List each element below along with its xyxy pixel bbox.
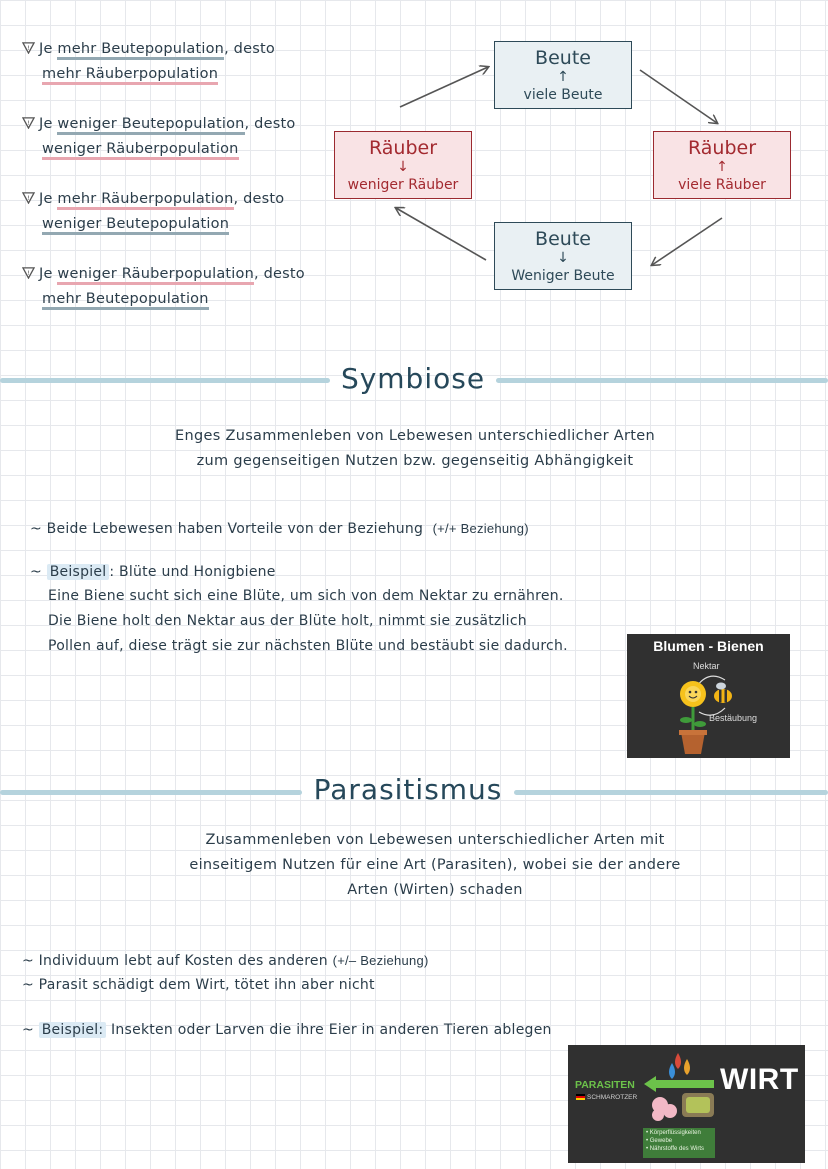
cycle-top-box: Beute ↑ viele Beute (494, 41, 632, 109)
parasitismus-point-1: ~ Individuum lebt auf Kosten des anderen (+/– Beziehung) (22, 953, 429, 969)
cycle-bottom-box: Beute ↓ Weniger Beute (494, 222, 632, 290)
rule-4-line-2: mehr Beutepopulation (42, 289, 209, 309)
rule-2-line-1: ! Je weniger Beutepopulation, desto (22, 114, 295, 134)
card-schmarotzer-label: SCHMAROTZER (576, 1094, 637, 1101)
parasitismus-title: Parasitismus (313, 773, 503, 806)
flower-bee-card (627, 634, 790, 758)
arrow-bottom-to-left (396, 208, 486, 260)
parasitismus-definition: Zusammenleben von Lebewesen unterschiedlicher Arten mit einseitigem Nutzen für eine Art (Parasiten), wobei sie der andere Arten (Wirten) schaden (189, 832, 681, 898)
rule-4-highlight: weniger Räuberpopulation (57, 266, 254, 285)
arrow-right-to-bottom (652, 218, 722, 265)
svg-text:!: ! (27, 118, 30, 127)
rule-3-highlight: mehr Räuberpopulation (57, 191, 233, 210)
rule-2-highlight: weniger Beutepopulation (57, 116, 244, 135)
rule-1-line-1: ! Je mehr Beutepopulation, desto (22, 39, 275, 59)
rule-3-line-2: weniger Beutepopulation (42, 214, 229, 234)
green-arrow-icon (644, 1076, 714, 1092)
card-label-nektar: Nektar (693, 661, 720, 671)
symbiose-example: ~ Beispiel : Blüte und Honigbiene (30, 564, 276, 580)
rule-4-line-1: ! Je weniger Räuberpopulation, desto (22, 264, 305, 284)
rule-3-line-1: ! Je mehr Räuberpopulation, desto (22, 189, 284, 209)
card-parasiten-label: PARASITEN (575, 1079, 635, 1091)
symbiose-definition: Enges Zusammenleben von Lebewesen unterschiedlicher Arten zum gegenseitigen Nutzen bzw. gegenseitig Abhängigkeit (175, 428, 655, 469)
parasite-host-card (568, 1045, 805, 1163)
pathogen-icon (652, 1097, 677, 1121)
symbiose-example-line-3: Pollen auf, diese trägt sie zur nächsten Blüte und bestäubt sie dadurch. (48, 638, 568, 654)
arrow-top-to-right (640, 70, 717, 123)
section-divider-left (0, 378, 330, 383)
svg-text:!: ! (27, 268, 30, 277)
cycle-arrows (0, 0, 828, 320)
section-divider-left-2 (0, 790, 302, 795)
rule-1-highlight: mehr Beutepopulation (57, 41, 224, 60)
parasitismus-example: ~ Beispiel: Insekten oder Larven die ihre Eier in anderen Tieren ablegen (22, 1022, 552, 1038)
bee-icon (714, 683, 732, 704)
card-wirt-label: WIRT (720, 1063, 799, 1096)
section-divider-right (496, 378, 828, 383)
symbiose-example-line-2: Die Biene holt den Nektar aus der Blüte holt, nimmt sie zusätzlich (48, 613, 527, 629)
card-label-bestaeubung: Bestäubung (709, 713, 758, 723)
svg-text:!: ! (27, 43, 30, 52)
symbiose-point-1: ~ Beide Lebewesen haben Vorteile von der Beziehung (+/+ Beziehung) (30, 521, 529, 537)
arrow-left-to-top (400, 67, 488, 107)
example-label: Beispiel (47, 564, 110, 580)
svg-text:!: ! (27, 193, 30, 202)
section-divider-right-2 (514, 790, 828, 795)
sunflower-icon (679, 681, 707, 754)
parasitismus-point-2: ~ Parasit schädigt dem Wirt, tötet ihn aber nicht (22, 977, 375, 993)
flower-bee-illustration (627, 634, 790, 758)
example-label-2: Beispiel: (39, 1022, 107, 1038)
rule-1-line-2: mehr Räuberpopulation (42, 64, 218, 84)
symbiose-example-line-1: Eine Biene sucht sich eine Blüte, um sich von dem Nektar zu ernähren. (48, 588, 564, 604)
cycle-right-box: Räuber ↑ viele Räuber (653, 131, 791, 199)
card-host-resources-list: • Körperflüssigkeiten • Gewebe • Nährstoffe des Wirts (646, 1130, 705, 1152)
rule-2-line-2: weniger Räuberpopulation (42, 139, 239, 159)
symbiose-title: Symbiose (340, 362, 486, 395)
cycle-left-box: Räuber ↓ weniger Räuber (334, 131, 472, 199)
card-title: Blumen - Bienen (653, 638, 764, 654)
tissue-icon (682, 1093, 714, 1117)
drops-icon (669, 1053, 690, 1079)
